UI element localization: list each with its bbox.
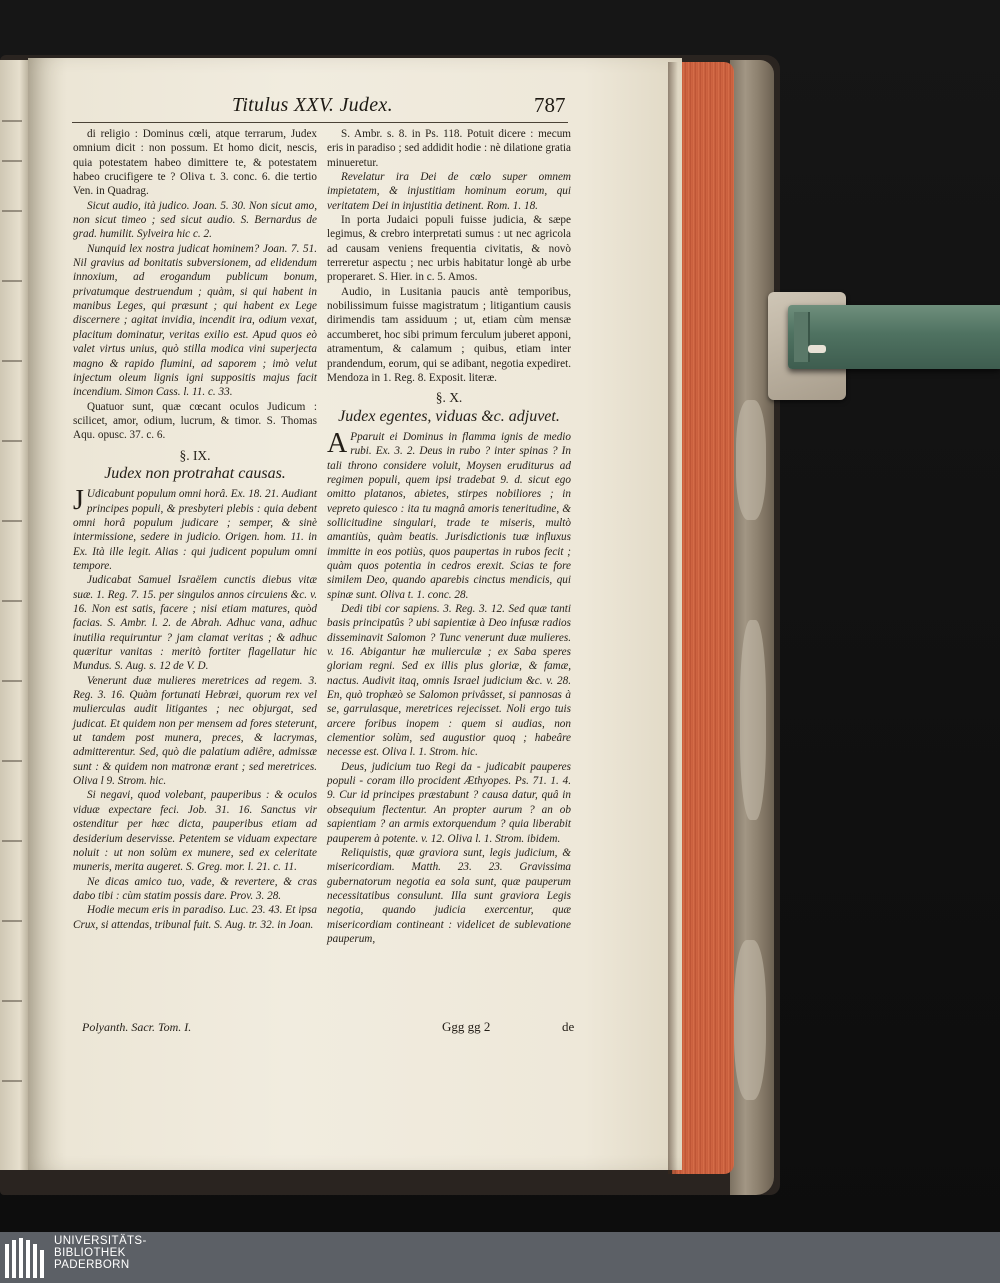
book-cover-edge (730, 60, 774, 1195)
text-paragraph: di religio : Dominus cœli, atque terrarum, Judex omnium dicit : non possum. Et homo dicit, nescis, quia potestatem habeo dimittere te, & potestatem habeo crucifigere te ? Oliva t. 3. conc. 6. die tertio Ven. in Quadrag. (73, 128, 317, 198)
text-paragraph: S. Ambr. s. 8. in Ps. 118. Potuit dicere : mecum eris in paradiso ; sed addidit hodie : nè dilatione gratia minueretur. (327, 128, 571, 169)
library-name (54, 1235, 147, 1271)
section-number: §. X. (435, 390, 463, 406)
library-name-line-3: PADERBORN (54, 1259, 130, 1271)
text-paragraph: Nunquid lex nostra judicat hominem? Joan. 7. 51. Nil gravius ad bonitatis subversionem, ad elidendum innoxium, ad erogandum publicum bonum, privatumque destruendum ; quàm, si qui habent in manibus Leges, qui præsunt ; qui habent ex Lege discernere ; agitat invidia, incendit ira, odium vexat, placitum dominatur, veritas exilio est. Apud quos eò valet virtus unius, quò stilla modica vini superjecta magno & rapido flumini, ad saporem ; imò velut injectum oleum lignis igni suppositis majus facit incendium. Simon Cass. l. 11. c. 33. (73, 242, 317, 399)
library-name-line-1: UNIVERSITÄTS- (54, 1235, 147, 1247)
catchword: de (562, 1019, 575, 1034)
text-paragraph: In porta Judaici populi fuisse judicia, & sæpe legimus, & crebro interpretati sumus : ut nec agricola ad causam veniens frequentia civitatis, & novò terreretur aspectu ; nec urbis habitatur longè ab urbe properaret. S. Hier. in c. 5. Amos. (327, 214, 571, 284)
running-title: Titulus XXV. Judex. (232, 94, 393, 116)
text-paragraph: Ne dicas amico tuo, vade, & revertere, & cras dabo tibi : cùm statim possis dare. Prov. 3. 28. (73, 875, 317, 902)
left-page-edge (0, 60, 28, 1170)
text-paragraph: Judicabat Samuel Israëlem cunctis diebus vitæ suæ. 1. Reg. 7. 15. per singulos annos circuiens &c. v. 16. Non est satis, facere ; nisi etiam matures, quòd facias. S. Ambr. l. 2. de Abrah. Adhuc vana, adhuc inutilia requiruntur ? jam clamat veritas ; & adhuc quæritur vanitas : meritò fortiter flagellatur hic Mundus. S. Aug. s. 12 de V. D. (73, 574, 317, 673)
section-heading: Judex egentes, viduas &c. adjuvet. (338, 407, 560, 425)
text-paragraph (73, 487, 317, 573)
clasp-hinge (794, 312, 810, 362)
text-paragraph: Quatuor sunt, quæ cœcant oculos Judicum : scilicet, amor, odium, lucrum, & timor. S. Thomas Aqu. opusc. 37. c. 6. (73, 400, 317, 442)
text-paragraph: Deus, judicium tuo Regi da - judicabit pauperes populi - coram illo procident Æthyopes. Ps. 71. 1. 4. 9. Cur id principes præstabunt ? causa datur, quâ in obsequium flectentur. An propter aurum ? an ob sapientiam ? an armis extorquendum ? quia liberabit pauperem à potente. v. 12. Oliva l. 1. Strom. ibidem. (327, 760, 571, 845)
text-paragraph: Si negavi, quod volebant, pauperibus : & oculos viduæ expectare feci. Job. 31. 16. Sanctus vir ostenditur per hæc dicta, pauperibus etiam ad desiderium deservisse. Petentem se viduam expectare noluit : ut non solùm ex munere, sed ex celeritate muneris, merita augeret. S. Greg. mor. l. 21. c. 11. (73, 789, 317, 874)
library-name-line-2: BIBLIOTHEK (54, 1247, 126, 1259)
metal-clasp (788, 305, 1000, 369)
footer-note: Polyanth. Sacr. Tom. I. (82, 1020, 192, 1034)
text-paragraph (327, 427, 571, 602)
page-number: 787 (534, 93, 566, 117)
text-paragraph: Venerunt duæ mulieres meretrices ad regem. 3. Reg. 3. 16. Quàm fortunati Hebræi, quorum rex vel mulierculas audit litigantes ; nec objurgat, sed judicat. Et quidem non per mensem ad fores steterunt, ut tandem post munera, preces, & lacrymas, admitterentur. Sed, quò die palatium adiêre, admissæ sunt : & quidem non matronæ erant ; sed meretrices. Oliva l 9. Strom. hic. (73, 674, 317, 788)
text-paragraph: Sicut audio, ità judico. Joan. 5. 30. Non sicut amo, non sicut timeo ; sed sicut audio. S. Bernardus de grad. humilit. Sylveira hic c. 2. (73, 199, 317, 241)
header-rule (72, 122, 568, 123)
left-text-column (73, 127, 317, 932)
drop-cap: A (327, 427, 348, 459)
text-paragraph: Reliquistis, quæ graviora sunt, legis judicium, & misericordiam. Matth. 23. 23. Gravissima gubernatorum negotia ea sola sunt, quæ pauperum necessitatibus consulunt. Illa sunt graviora Legis negotia, quando judicia exercentur, quæ misericordiam contineant : videlicet de sublevatione pauperum, (327, 846, 571, 945)
library-logo-icon (3, 1236, 47, 1280)
library-banner (0, 1232, 1000, 1283)
section-heading: Judex non protrahat causas. (104, 464, 286, 482)
paragraph-text: Udicabunt populum omni horâ. Ex. 18. 21. Audiant principes populi, & presbyteri plebis : quia debent omni horâ populum judicare ; semper, & sinè intermissione, sedere in judicio. Origen. hom. 11. in Ex. Ità ille legit. Alias : qui judicent populum omni tempore. (73, 488, 317, 572)
paragraph-text: Pparuit ei Dominus in flamma ignis de medio rubi. Ex. 3. 2. Deus in rubo ? inter spinas ? In tali throno considere voluit, Moysen eruditurus ad regimen populi, quem ipsi tradebat 9. d. sicut ego omitto platanos, abietes, stirpes nobiliores ; in vepreto quiesco : ita tu magnâ amoris teneritudine, & sollicitudine singulari, trade te miseris, multò amantiùs, quàm beatis. Jurisdictionis tuæ influxus immitte in eos potiùs, quos paupertas in rubos fecit ; quàm quos potentia in cedros erexit. Scias te fore similem Deo, quando aparebis cinctus mendicis, qui spinæ sunt. Oliva t. 1. conc. 28. (327, 430, 571, 601)
text-paragraph: Audio, in Lusitania paucis antè temporibus, nobilissimum fuisse magistratum ; litigantium causis dirimendis tam assiduum ; ut, etiam cùm mensæ accumberet, hoc sibi primum ferculum juberet apponi, atramentum, & calamum ; quibus, etiam inter prandendum, eorum, qui se adibant, negotia expediret. Mendoza in 1. Reg. 8. Exposit. literæ. (327, 285, 571, 384)
text-paragraph: Dedi tibi cor sapiens. 3. Reg. 3. 12. Sed quæ tanti basis principatûs ? ubi sapientiæ à Deo infusæ radios disseminavit Salomon ? Tunc venerunt duæ mulieres. v. 16. Abigantur hæ mulierculæ ; ex Saba speres gloriam regni. Sed ex illis plus gloriæ, & famæ, nactus. Audivit itaq, omnis Israel judicium &c. v. 28. En, quò trophæò se Salomon privâsset, si pannosas à se, garrulasque, meretrices rejecisset. Noli ergo tuis arcere foribus inopem : quem si audias, non clementior solùm, sed augustior quoq ; habeâre necesse est. Oliva l. 1. Strom. hic. (327, 603, 571, 759)
right-text-column (327, 127, 571, 946)
signature-mark: Ggg gg 2 (442, 1019, 491, 1034)
section-number: §. IX. (179, 447, 211, 463)
text-paragraph: Hodie mecum eris in paradiso. Luc. 23. 43. Et ipsa Crux, si attendas, tribunal fuit. S. Aug. tr. 32. in Joan. (73, 904, 317, 931)
text-paragraph: Revelatur ira Dei de cœlo super omnem impietatem, & injustitiam hominum eorum, qui veritatem Dei in injustitia detinent. Rom. 1. 18. (327, 171, 571, 212)
drop-cap: J (73, 485, 84, 517)
